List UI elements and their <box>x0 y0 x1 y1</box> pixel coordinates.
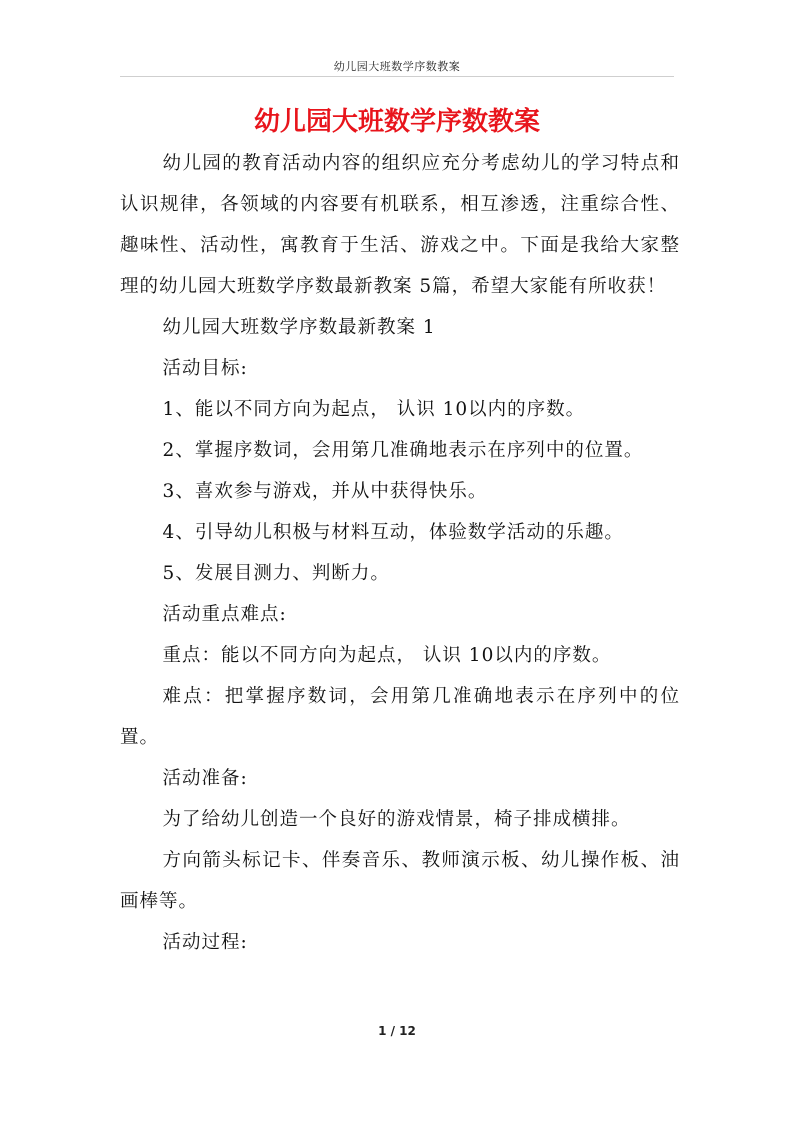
objective-item: 1、能以不同方向为起点， 认识 10以内的序数。 <box>162 399 586 420</box>
section-heading-key-points: 活动重点难点: <box>162 604 287 625</box>
header-divider <box>120 76 674 77</box>
document-title: 幼儿园大班数学序数教案 <box>253 107 540 137</box>
difficulty-paragraph: 难点：把掌握序数词，会用第几准确地表示在序列中的位置。 <box>120 686 680 748</box>
objective-item: 5、发展目测力、判断力。 <box>162 563 390 584</box>
section-heading-objectives: 活动目标: <box>162 358 248 379</box>
objective-item: 3、喜欢参与游戏，并从中获得快乐。 <box>162 481 488 502</box>
running-header: 幼儿园大班数学序数教案 <box>333 60 461 73</box>
key-point-paragraph: 重点：能以不同方向为起点， 认识 10以内的序数。 <box>162 645 612 666</box>
preparation-paragraph: 为了给幼儿创造一个良好的游戏情景，椅子排成横排。 <box>162 809 631 830</box>
document-body <box>120 143 680 963</box>
intro-paragraph: 幼儿园的教育活动内容的组织应充分考虑幼儿的学习特点和认识规律，各领域的内容要有机联系，相互渗透，注重综合性、趣味性、活动性，寓教育于生活、游戏之中。下面是我给大家整理的幼儿园大班数学序数最新教案 5篇，希望大家能有所收获！ <box>120 153 680 297</box>
lesson-heading: 幼儿园大班数学序数最新教案 1 <box>162 317 436 338</box>
materials-paragraph: 方向箭头标记卡、伴奏音乐、教师演示板、幼儿操作板、油画棒等。 <box>120 850 680 912</box>
section-heading-preparation: 活动准备: <box>162 768 248 789</box>
objective-item: 2、掌握序数词，会用第几准确地表示在序列中的位置。 <box>162 440 644 461</box>
objective-item: 4、引导幼儿积极与材料互动，体验数学活动的乐趣。 <box>162 522 624 543</box>
section-heading-process: 活动过程: <box>162 932 248 953</box>
page-number: 1 / 12 <box>378 1024 416 1038</box>
